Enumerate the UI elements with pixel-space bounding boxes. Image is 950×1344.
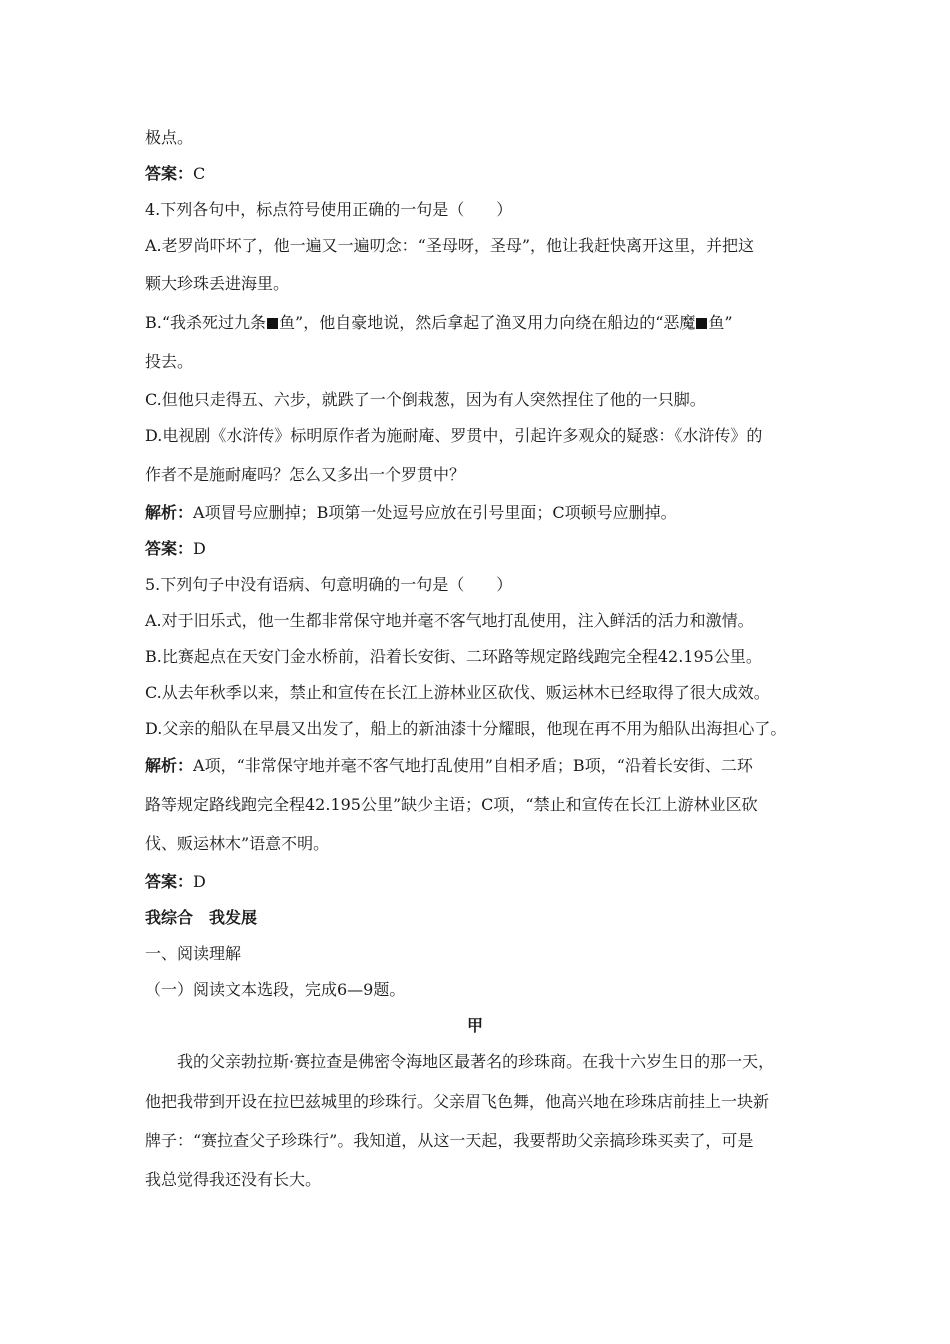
missing-char-square-icon (696, 318, 707, 329)
analysis-5-line2: 路等规定路线跑完全程42.195公里”缺少主语；C项，“禁止和宣传在长江上游林业区砍 (145, 795, 758, 814)
answer-label: 答案： (145, 872, 194, 891)
part-heading: 一、阅读理解 (145, 944, 242, 963)
option-4d-line1: D.电视剧《水浒传》标明原作者为施耐庵、罗贯中，引起许多观众的疑惑：《水浒传》的 (145, 426, 763, 445)
analysis-text: A项冒号应删掉；B项第一处逗号应放在引号里面；C项顿号应删掉。 (193, 503, 677, 522)
option-5c: C.从去年秋季以来，禁止和宣传在长江上游林业区砍伐、贩运林木已经取得了很大成效。 (145, 683, 770, 702)
answer-label: 答案： (145, 539, 194, 558)
option-5b: B.比赛起点在天安门金水桥前，沿着长安街、二环路等规定路线跑完全程42.195公里。 (145, 647, 762, 666)
passage-title: 甲 (466, 1016, 483, 1035)
answer-label: 答案： (145, 164, 194, 183)
option-4b-part2: 鱼”，他自豪地说，然后拿起了渔叉用力向绕在船边的“恶魔 (279, 313, 696, 332)
option-5d: D.父亲的船队在早晨又出发了，船上的新油漆十分耀眼，他现在再不用为船队出海担心了。 (145, 719, 787, 738)
answer-5 (145, 872, 825, 892)
option-4b-part1: B.“我杀死过九条 (145, 313, 267, 332)
missing-char-square-icon (267, 318, 278, 329)
answer-line (145, 164, 825, 184)
analysis-label: 解析： (145, 756, 194, 775)
analysis-5-line1 (145, 756, 825, 776)
option-4b-line1 (145, 313, 825, 333)
option-4b-line2: 投去。 (145, 352, 194, 371)
analysis-5-line3: 伐、贩运林木”语意不明。 (145, 834, 330, 853)
option-4d-line2: 作者不是施耐庵吗？怎么又多出一个罗贯中？ (145, 465, 466, 484)
analysis-text: A项，“非常保守地并毫不客气地打乱使用”自相矛盾；B项，“沿着长安街、二环 (193, 756, 753, 775)
option-4b-part3: 鱼” (708, 313, 733, 332)
question-5: 5.下列句子中没有语病、句意明确的一句是（ ） (145, 575, 513, 594)
text-line: 极点。 (145, 128, 194, 147)
passage-line: 我总觉得我还没有长大。 (145, 1170, 322, 1189)
option-5a: A.对于旧乐式，他一生都非常保守地并毫不客气地打乱使用，注入鲜活的活力和激情。 (145, 611, 754, 630)
option-4a-line2: 颗大珍珠丢进海里。 (145, 274, 290, 293)
section-heading: 我综合 我发展 (145, 908, 258, 927)
answer-value: D (193, 539, 206, 558)
question-4: 4.下列各句中，标点符号使用正确的一句是（ ） (145, 200, 513, 219)
option-4a-line1: A.老罗尚吓坏了，他一遍又一遍叨念：“圣母呀，圣母”，他让我赶快离开这里，并把这 (145, 236, 755, 255)
passage-line: 牌子：“赛拉查父子珍珠行”。我知道，从这一天起，我要帮助父亲搞珍珠买卖了，可是 (145, 1131, 754, 1150)
analysis-label: 解析： (145, 503, 194, 522)
answer-value: C (193, 164, 206, 183)
passage-line: 我的父亲勃拉斯·赛拉查是佛密令海地区最著名的珍珠商。在我十六岁生日的那一天， (177, 1052, 775, 1071)
analysis-4 (145, 503, 825, 523)
part-subheading: （一）阅读文本选段，完成6—9题。 (145, 980, 406, 999)
answer-value: D (193, 872, 206, 891)
option-4c: C.但他只走得五、六步，就跌了一个倒栽葱，因为有人突然捏住了他的一只脚。 (145, 390, 706, 409)
passage-line: 他把我带到开设在拉巴兹城里的珍珠行。父亲眉飞色舞，他高兴地在珍珠店前挂上一块新 (145, 1092, 770, 1111)
answer-4 (145, 539, 825, 559)
